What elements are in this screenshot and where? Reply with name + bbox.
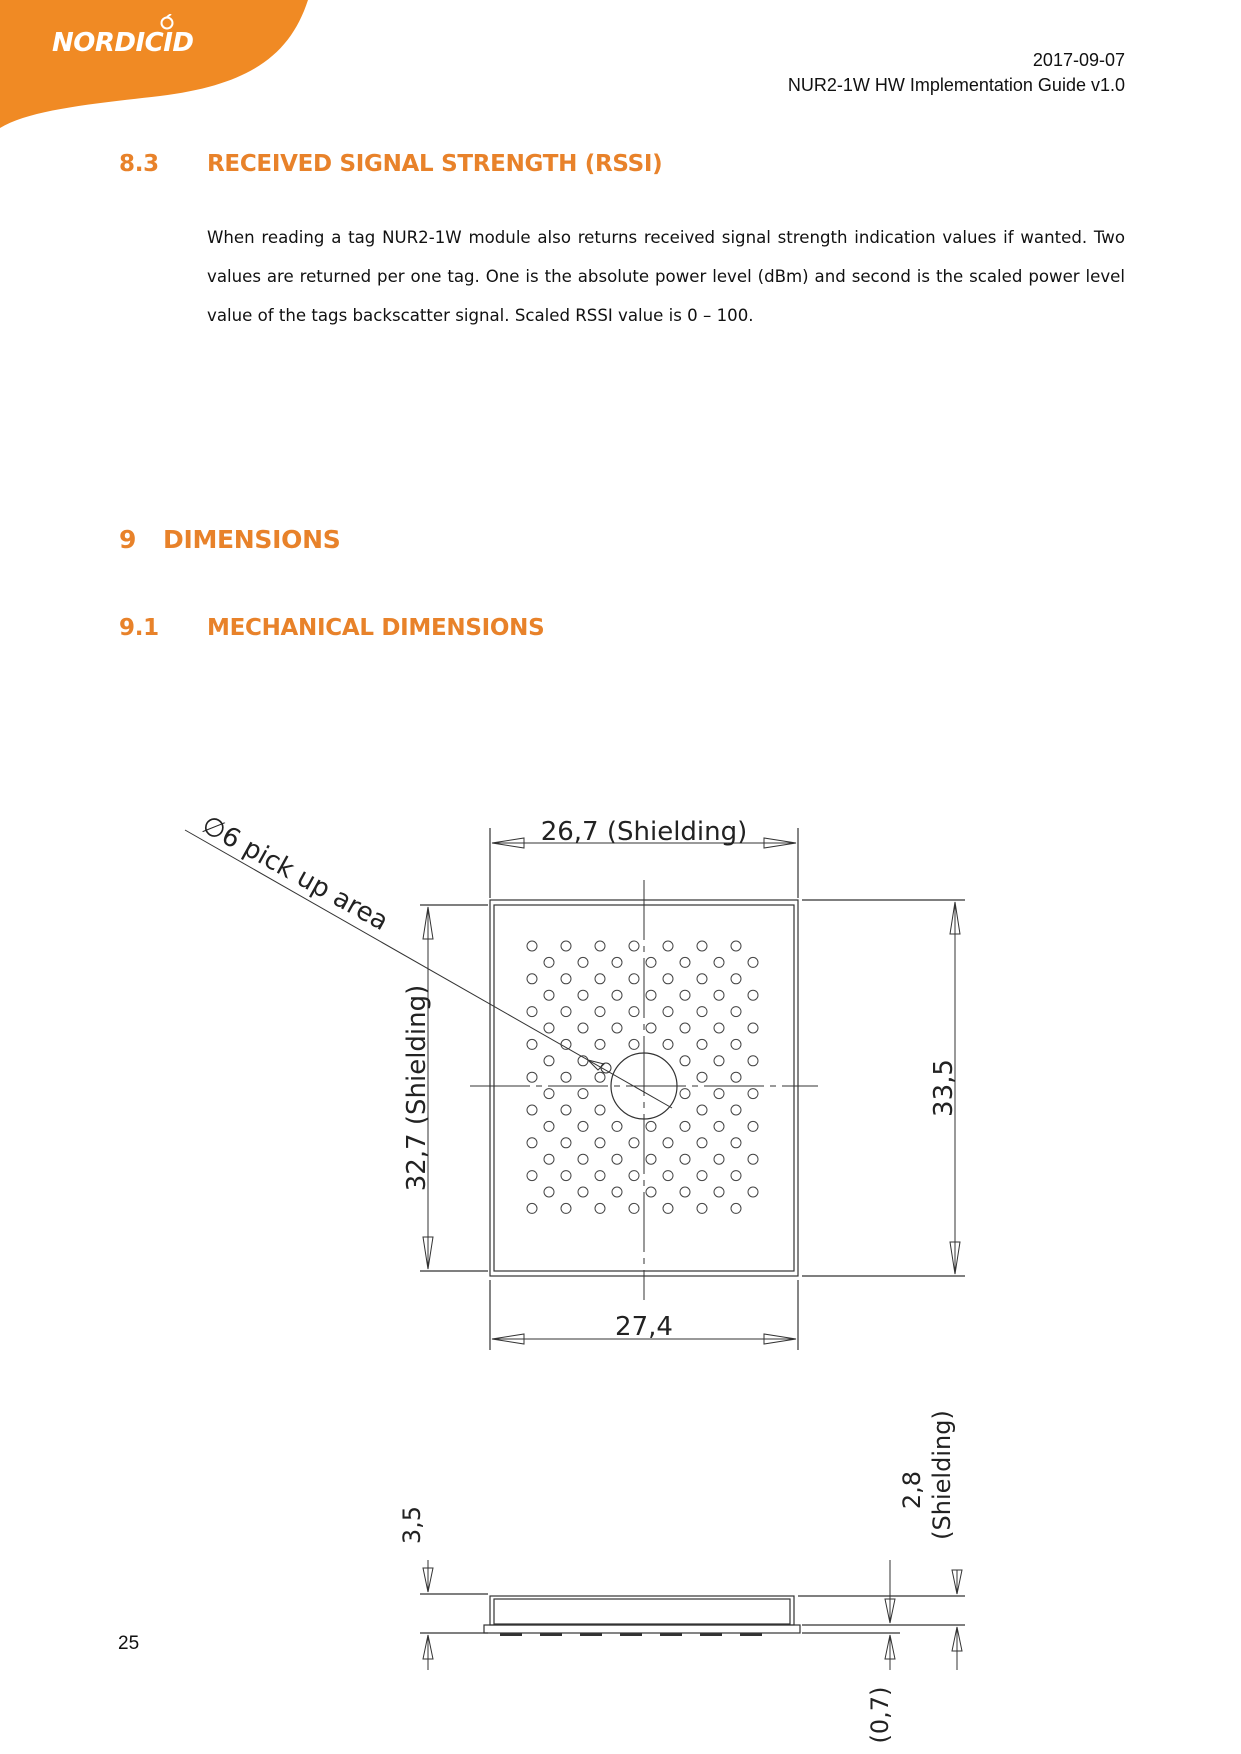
vent-hole: [731, 1203, 741, 1213]
section-title: RECEIVED SIGNAL STRENGTH (RSSI): [207, 151, 663, 177]
vent-hole: [663, 941, 673, 951]
page-number: 25: [118, 1633, 140, 1654]
vent-hole: [680, 990, 690, 1000]
vent-hole: [697, 1039, 707, 1049]
vent-hole: [697, 1138, 707, 1148]
vent-hole: [646, 1187, 656, 1197]
shield-thickness-note: (Shielding): [928, 1410, 956, 1540]
vent-hole: [646, 957, 656, 967]
module-width-label: 27,4: [615, 1312, 673, 1342]
vent-hole: [561, 1072, 571, 1082]
vent-hole: [697, 1007, 707, 1017]
vent-hole: [714, 1187, 724, 1197]
vent-hole: [748, 1089, 758, 1099]
document-title: NUR2-1W HW Implementation Guide v1.0: [787, 75, 1125, 95]
pcb-thickness-label: (0,7): [866, 1686, 894, 1744]
dimension-lines: [423, 838, 960, 1344]
vent-hole: [527, 1203, 537, 1213]
shield-width-label: 26,7 (Shielding): [540, 817, 748, 847]
section-title: MECHANICAL DIMENSIONS: [207, 615, 545, 641]
vent-hole: [527, 1007, 537, 1017]
vent-hole: [561, 1105, 571, 1115]
vent-hole: [680, 1187, 690, 1197]
vent-hole: [646, 1023, 656, 1033]
company-logo: NORDICID: [52, 28, 194, 58]
vent-hole: [697, 1105, 707, 1115]
vent-hole: [748, 1154, 758, 1164]
vent-hole: [697, 974, 707, 984]
vent-hole: [527, 1039, 537, 1049]
vent-hole: [680, 957, 690, 967]
vent-hole: [629, 1007, 639, 1017]
module-height-label: 33,5: [929, 1059, 959, 1117]
vent-hole: [629, 941, 639, 951]
vent-hole: [731, 974, 741, 984]
vent-hole: [595, 1138, 605, 1148]
vent-hole: [561, 1007, 571, 1017]
vent-hole: [629, 1171, 639, 1181]
vent-hole: [595, 1105, 605, 1115]
vent-hole: [748, 957, 758, 967]
vent-hole: [544, 1056, 554, 1066]
vent-hole: [680, 1056, 690, 1066]
vent-hole: [663, 1138, 673, 1148]
vent-hole: [595, 1039, 605, 1049]
vent-hole: [629, 1039, 639, 1049]
document-date: 2017-09-07: [1032, 50, 1125, 70]
vent-hole: [578, 1121, 588, 1131]
vent-hole: [680, 1023, 690, 1033]
vent-hole: [680, 1154, 690, 1164]
vent-hole: [527, 1138, 537, 1148]
shield-height-label: 32,7 (Shielding): [402, 984, 432, 1192]
vent-hole: [595, 1171, 605, 1181]
vent-hole: [663, 1039, 673, 1049]
vent-hole: [697, 941, 707, 951]
vent-hole: [578, 1187, 588, 1197]
vent-hole: [544, 1154, 554, 1164]
vent-hole: [561, 974, 571, 984]
vent-hole: [731, 1171, 741, 1181]
total-thickness-label: 3,5: [398, 1505, 426, 1545]
vent-hole: [544, 990, 554, 1000]
vent-hole: [748, 1187, 758, 1197]
vent-hole: [697, 1171, 707, 1181]
vent-hole: [544, 1023, 554, 1033]
vent-hole: [714, 1089, 724, 1099]
rssi-paragraph: When reading a tag NUR2-1W module also returns received signal strength indication values if wanted. Two values are returned per one tag. One is the absolute power level (dBm) and second is the scaled power level value of the tags backscatter signal. Scaled RSSI value is 0 – 100.: [207, 228, 1125, 325]
vent-hole: [714, 990, 724, 1000]
vent-hole: [578, 1089, 588, 1099]
vent-hole: [731, 1138, 741, 1148]
vent-hole: [561, 1138, 571, 1148]
vent-hole: [714, 957, 724, 967]
section-number: 9: [119, 525, 137, 554]
vent-hole: [578, 1154, 588, 1164]
vent-hole: [561, 1203, 571, 1213]
side-dimension-lines: [423, 1560, 962, 1670]
vent-hole: [731, 1039, 741, 1049]
vent-hole: [578, 1023, 588, 1033]
vent-hole: [697, 1203, 707, 1213]
vent-hole: [697, 1072, 707, 1082]
vent-hole: [714, 1121, 724, 1131]
vent-hole: [748, 1121, 758, 1131]
vent-hole-grid: [527, 941, 758, 1213]
pickup-area-label: ∅6 pick up area: [196, 809, 394, 937]
vent-hole: [595, 1007, 605, 1017]
center-lines: [470, 880, 818, 1300]
vent-hole: [748, 1056, 758, 1066]
vent-hole: [731, 1072, 741, 1082]
vent-hole: [578, 957, 588, 967]
vent-hole: [527, 1072, 537, 1082]
vent-hole: [527, 1171, 537, 1181]
vent-hole: [595, 974, 605, 984]
vent-hole: [612, 1121, 622, 1131]
vent-hole: [544, 1187, 554, 1197]
vent-hole: [646, 990, 656, 1000]
vent-hole: [612, 1023, 622, 1033]
vent-hole: [629, 1138, 639, 1148]
side-view: [420, 1594, 965, 1633]
vent-hole: [527, 941, 537, 951]
vent-hole: [612, 1154, 622, 1164]
vent-hole: [663, 1171, 673, 1181]
vent-hole: [561, 941, 571, 951]
vent-hole: [612, 957, 622, 967]
vent-hole: [561, 1171, 571, 1181]
vent-hole: [629, 974, 639, 984]
vent-hole: [595, 1072, 605, 1082]
vent-hole: [663, 1007, 673, 1017]
vent-hole: [748, 1023, 758, 1033]
vent-hole: [731, 941, 741, 951]
vent-hole: [646, 1154, 656, 1164]
vent-hole: [731, 1105, 741, 1115]
vent-hole: [748, 990, 758, 1000]
vent-hole: [714, 1154, 724, 1164]
vent-hole: [612, 1187, 622, 1197]
vent-hole: [595, 941, 605, 951]
shield-thickness-value: 2,8: [898, 1470, 926, 1510]
vent-hole: [646, 1121, 656, 1131]
vent-hole: [714, 1023, 724, 1033]
section-number: 9.1: [119, 615, 159, 641]
vent-hole: [663, 1203, 673, 1213]
vent-hole: [680, 1121, 690, 1131]
vent-hole: [714, 1056, 724, 1066]
vent-hole: [544, 957, 554, 967]
vent-hole: [612, 990, 622, 1000]
vent-hole: [595, 1203, 605, 1213]
section-number: 8.3: [119, 151, 159, 177]
vent-hole: [629, 1203, 639, 1213]
vent-hole: [680, 1089, 690, 1099]
vent-hole: [578, 990, 588, 1000]
vent-hole: [731, 1007, 741, 1017]
vent-hole: [663, 974, 673, 984]
section-title: DIMENSIONS: [163, 525, 341, 554]
vent-hole: [544, 1121, 554, 1131]
vent-hole: [527, 974, 537, 984]
vent-hole: [544, 1089, 554, 1099]
vent-hole: [527, 1105, 537, 1115]
